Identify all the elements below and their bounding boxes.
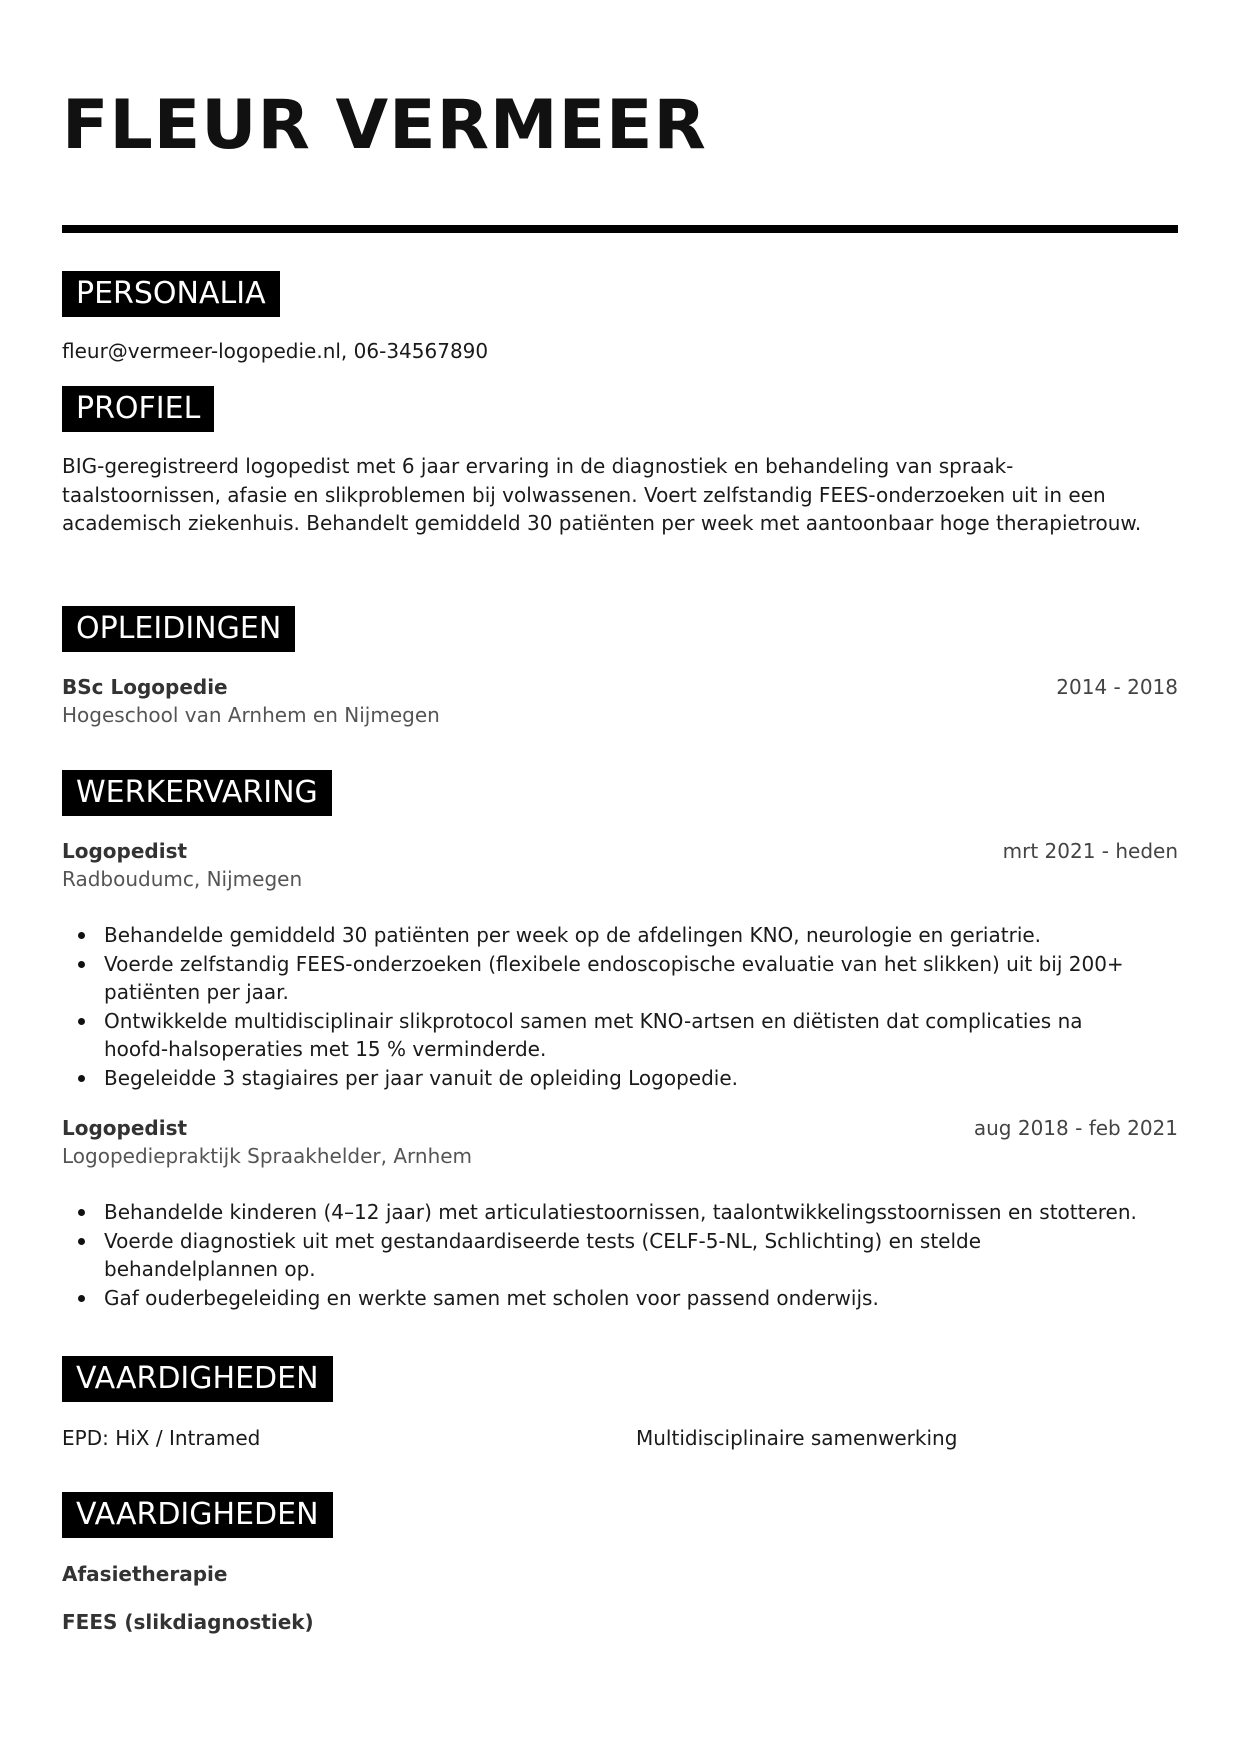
bullet-dot-icon [78, 961, 85, 968]
list-item [62, 1198, 1152, 1227]
section-heading-werkervaring: WERKERVARING [62, 770, 332, 816]
list-item [62, 950, 1152, 1007]
profile-summary: BIG-geregistreerd logopedist met 6 jaar ervaring in de diagnostiek en behandeling van spraak-taalstoornissen, afasie en slikproblemen bij volwassenen. Voert zelfstandig FEES-onderzoeken uit in een academisch ziekenhuis. Behandelt gemiddeld 30 patiënten per week met aantoonbaar hoge therapietrouw. [62, 454, 1142, 535]
section-heading-personalia: PERSONALIA [62, 271, 280, 317]
bullet-text: Gaf ouderbegeleiding en werkte samen met scholen voor passend onderwijs. [104, 1285, 879, 1310]
bullet-dot-icon [78, 1018, 85, 1025]
job-title: Logopedist [62, 839, 188, 863]
list-item [62, 1284, 1152, 1313]
bullet-text: Behandelde kinderen (4–12 jaar) met articulatiestoornissen, taalontwikkelingsstoornissen en stotteren. [104, 1200, 1137, 1224]
header-divider [62, 225, 1178, 233]
job-responsibilities [62, 921, 1152, 1092]
bullet-dot-icon [78, 932, 85, 939]
list-item [62, 1227, 1152, 1284]
contact-info: fleur@vermeer-logopedie.nl, 06-34567890 [62, 339, 489, 363]
job-title: Logopedist [62, 1116, 188, 1140]
job-employer: Radboudumc, Nijmegen [62, 867, 303, 891]
list-item [62, 1007, 1152, 1064]
section-heading-profiel: PROFIEL [62, 386, 214, 432]
skill-item: EPD: HiX / Intramed [62, 1426, 261, 1450]
section-heading-opleidingen: OPLEIDINGEN [62, 606, 295, 652]
education-institution: Hogeschool van Arnhem en Nijmegen [62, 703, 440, 727]
bullet-text: Voerde zelfstandig FEES-onderzoeken (flexibele endoscopische evaluatie van het slikken) uit bij 200+ patiënten per jaar. [104, 951, 1124, 1004]
job-employer: Logopediepraktijk Spraakhelder, Arnhem [62, 1144, 473, 1168]
education-title: BSc Logopedie [62, 675, 228, 699]
skill-item: Multidisciplinaire samenwerking [636, 1426, 958, 1450]
bullet-dot-icon [78, 1075, 85, 1082]
list-item [62, 1064, 1152, 1093]
job-period: aug 2018 - feb 2021 [973, 1116, 1178, 1140]
bullet-dot-icon [78, 1209, 85, 1216]
bullet-dot-icon [78, 1238, 85, 1245]
education-period: 2014 - 2018 [1056, 675, 1178, 699]
section-heading-vaardigheden: VAARDIGHEDEN [62, 1356, 333, 1402]
bullet-dot-icon [78, 1295, 85, 1302]
skill-item: Afasietherapie [62, 1562, 228, 1586]
candidate-name: FLEUR VERMEER [62, 86, 707, 165]
bullet-text: Ontwikkelde multidisciplinair slikprotocol samen met KNO-artsen en diëtisten dat complicaties na hoofd-halsoperaties met 15 % verminderde. [104, 1008, 1083, 1061]
skill-item: FEES (slikdiagnostiek) [62, 1610, 314, 1634]
bullet-text: Voerde diagnostiek uit met gestandaardiseerde tests (CELF-5-NL, Schlichting) en stelde behandelplannen op. [104, 1228, 982, 1281]
bullet-text: Behandelde gemiddeld 30 patiënten per week op de afdelingen KNO, neurologie en geriatrie. [104, 923, 1042, 947]
job-period: mrt 2021 - heden [1002, 839, 1178, 863]
bullet-text: Begeleidde 3 stagiaires per jaar vanuit de opleiding Logopedie. [104, 1065, 739, 1090]
section-heading-vaardigheden-2: VAARDIGHEDEN [62, 1492, 333, 1538]
job-responsibilities [62, 1198, 1152, 1312]
list-item [62, 921, 1152, 950]
